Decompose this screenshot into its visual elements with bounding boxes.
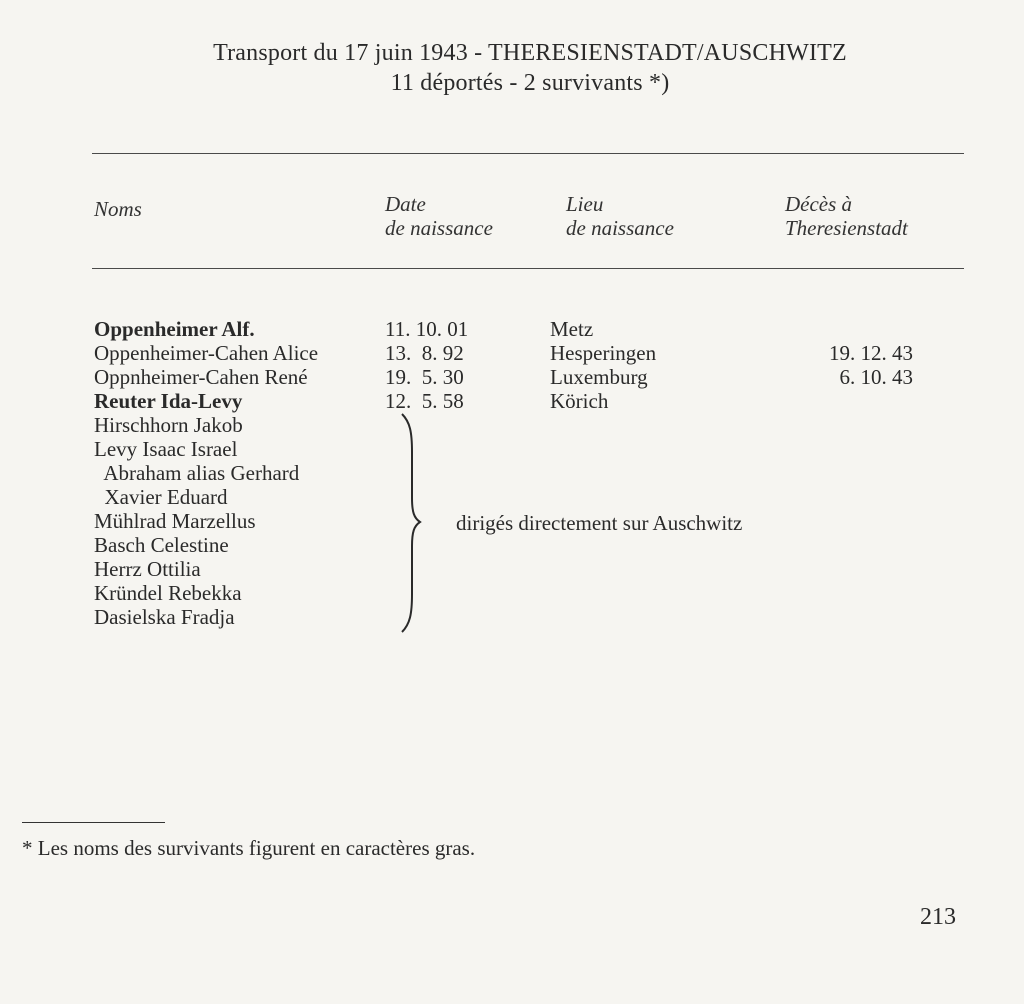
- header-date-de-naissance: Date de naissance: [385, 192, 493, 240]
- row-name: Reuter Ida-Levy: [94, 389, 243, 413]
- page-number: 213: [920, 904, 956, 930]
- header-lieu-de-naissance: Lieu de naissance: [566, 192, 674, 240]
- row-place: Luxemburg: [550, 365, 648, 389]
- directed-note: dirigés directement sur Auschwitz: [456, 511, 743, 535]
- row-name: Oppenheimer Alf.: [94, 317, 255, 341]
- title-line-2: 11 déportés - 2 survivants *): [390, 70, 670, 96]
- row-date: 19. 5. 30: [385, 365, 464, 389]
- row-death: 19. 12. 43: [829, 341, 913, 365]
- header-deces: Décès à Theresienstadt: [785, 192, 908, 240]
- row-date: 13. 8. 92: [385, 341, 464, 365]
- row-place: Körich: [550, 389, 609, 413]
- row-place: Hesperingen: [550, 341, 657, 365]
- title-line-1: Transport du 17 juin 1943 - THERESIENSTADT/AUSCHWITZ: [213, 40, 847, 66]
- row-death: 6. 10. 43: [839, 365, 913, 389]
- footnote: * Les noms des survivants figurent en caractères gras.: [22, 836, 476, 860]
- row-date: 12. 5. 58: [385, 389, 464, 413]
- row-name: Dasielska Fradja: [94, 605, 235, 629]
- row-name: Xavier Eduard: [94, 485, 228, 509]
- top-rule: [92, 153, 964, 154]
- row-date: 11. 10. 01: [385, 317, 469, 341]
- header-rule: [92, 268, 964, 269]
- row-name: Levy Isaac Israel: [94, 437, 238, 461]
- header-noms: Noms: [94, 197, 142, 221]
- row-name: Oppenheimer-Cahen Alice: [94, 341, 319, 365]
- row-name: Herrz Ottilia: [94, 557, 201, 581]
- row-place: Metz: [550, 317, 594, 341]
- row-name: Basch Celestine: [94, 533, 229, 557]
- row-name: Mühlrad Marzellus: [94, 509, 256, 533]
- row-name: Abraham alias Gerhard: [94, 461, 300, 485]
- row-name: Hirschhorn Jakob: [94, 413, 243, 437]
- row-name: Oppnheimer-Cahen René: [94, 365, 308, 389]
- row-name: Kründel Rebekka: [94, 581, 242, 605]
- curly-brace-icon: [400, 412, 424, 634]
- footnote-rule: [22, 822, 165, 823]
